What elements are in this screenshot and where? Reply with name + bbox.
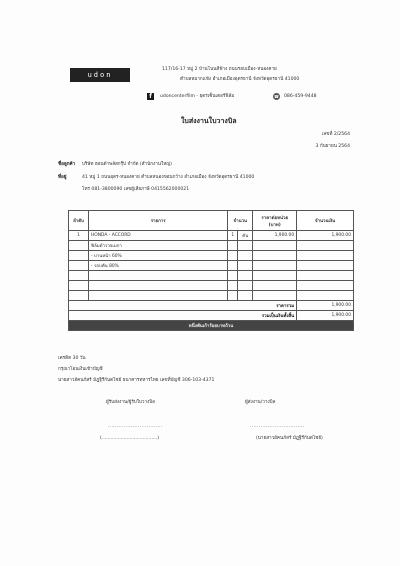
row-item bbox=[88, 271, 227, 281]
row-unit-price bbox=[253, 271, 297, 281]
row-amount bbox=[297, 251, 354, 261]
row-no bbox=[69, 271, 89, 281]
row-no: 1 bbox=[69, 231, 89, 241]
customer-address: 41 หมู่ 1 ถนนอุดร-หนองคาย ตำบลหนองขอนกว้าง อำเภอเมือง จังหวัดอุดรธานี 41000 bbox=[82, 175, 255, 180]
row-unit-price bbox=[253, 261, 297, 271]
items-table bbox=[68, 210, 354, 331]
row-qty bbox=[228, 271, 238, 281]
row-qty bbox=[228, 241, 238, 251]
right-signature-label: ผู้ส่งงาน/วางบิล bbox=[245, 400, 276, 405]
row-qty bbox=[228, 261, 238, 271]
row-item bbox=[88, 281, 227, 291]
row-item: ฟิล์มตำรวจเมกา bbox=[88, 241, 227, 251]
table-row bbox=[69, 251, 354, 261]
header-unit-price: ราคาต่อหน่วย (บาท) bbox=[253, 211, 297, 231]
row-unit-price bbox=[253, 251, 297, 261]
row-unit bbox=[238, 251, 253, 261]
subtotal-row bbox=[69, 301, 354, 311]
phone-number: 086-459-9448 bbox=[284, 94, 317, 99]
row-no bbox=[69, 251, 89, 261]
row-unit bbox=[238, 241, 253, 251]
row-no bbox=[69, 281, 89, 291]
customer-address-label: ที่อยู่ bbox=[58, 175, 67, 180]
subtotal-label: ราคารวม bbox=[69, 301, 297, 311]
header-no: ลำดับ bbox=[69, 211, 89, 231]
row-unit-price bbox=[253, 281, 297, 291]
row-unit bbox=[238, 281, 253, 291]
document-number: เลขที่ 2/2564 bbox=[321, 132, 350, 137]
row-unit-price bbox=[253, 291, 297, 301]
company-logo: udon bbox=[70, 68, 130, 82]
table-row bbox=[69, 281, 354, 291]
row-unit bbox=[238, 291, 253, 301]
row-no bbox=[69, 261, 89, 271]
row-item: - บานหน้า 60% bbox=[88, 251, 227, 261]
total-label: รวมเป็นเงินทั้งสิ้น bbox=[69, 311, 297, 321]
transfer-note: กรุณาโอนเงินเข้าบัญชี bbox=[58, 367, 103, 372]
row-no bbox=[69, 241, 89, 251]
row-amount bbox=[297, 271, 354, 281]
right-signature-name: (นายสาวอัคนภัสร์ มัฎฐิรีก้นตไชย์) bbox=[256, 436, 323, 441]
company-address-line2: ตำบลหมากแข้ง อำเภอเมืองอุดรธานี จังหวัดอุดรธานี 41000 bbox=[180, 77, 300, 82]
row-amount: 1,900.00 bbox=[297, 231, 354, 241]
document-title: ใบส่งงานใบวางบิล bbox=[181, 117, 237, 125]
table-row bbox=[69, 291, 354, 301]
credit-note: เครดิต 30 วัน bbox=[58, 356, 86, 361]
header-qty: จำนวน bbox=[228, 211, 253, 231]
row-amount bbox=[297, 241, 354, 251]
amount-words-row bbox=[69, 321, 354, 331]
row-item: HONDA - ACCORD bbox=[88, 231, 227, 241]
customer-contact: โทร 081-3800090 เลขผู้เสียภาษี 0415562000021 bbox=[82, 187, 190, 192]
row-unit bbox=[238, 271, 253, 281]
customer-name: บริษัท ฮอนด้าพลัสกรุ๊ป จำกัด (สำนักงานใหญ่) bbox=[82, 162, 172, 167]
header-item: รายการ bbox=[88, 211, 227, 231]
total-row bbox=[69, 311, 354, 321]
facebook-text: udoncenterfilm - ยุดรเซ็นเตอร์ฟิล์ม bbox=[160, 94, 235, 99]
row-qty bbox=[228, 291, 238, 301]
left-signature-label: ผู้รับส่งงาน/ผู้รับใบวางบิล bbox=[106, 400, 155, 405]
account-note: นายสาวอัคนภัสร์ มัฎฐิรีก้นตไชย์ ธนาคารทหารไทย เลขที่บัญชี 306-103-4371 bbox=[58, 378, 215, 383]
phone-icon: ☎ bbox=[274, 94, 279, 99]
table-body bbox=[69, 231, 354, 301]
table-row bbox=[69, 241, 354, 251]
table-row bbox=[69, 231, 354, 241]
row-amount bbox=[297, 291, 354, 301]
company-address-line1: 117/16-17 หมู่ 2 บ้านโนนสีฟ้าง ถนนรอบเมือง-หนองคาย bbox=[162, 67, 277, 72]
row-no bbox=[69, 291, 89, 301]
header-amount: จำนวนเงิน bbox=[297, 211, 354, 231]
row-qty bbox=[228, 281, 238, 291]
row-unit bbox=[238, 261, 253, 271]
amount-words: หนึ่งพันเก้าร้อยบาทถ้วน bbox=[69, 321, 354, 331]
row-item bbox=[88, 291, 227, 301]
table-row bbox=[69, 271, 354, 281]
left-signature-name: (......................................) bbox=[100, 436, 160, 441]
row-item: - รอบคัน 80% bbox=[88, 261, 227, 271]
row-unit-price: 1,900.00 bbox=[253, 231, 297, 241]
row-amount bbox=[297, 281, 354, 291]
document-date: 3 กันยายน 2564 bbox=[315, 144, 350, 149]
row-qty: 1 bbox=[228, 231, 238, 241]
left-signature-line: ............................... bbox=[108, 424, 163, 429]
row-amount bbox=[297, 261, 354, 271]
facebook-icon: f bbox=[147, 93, 154, 100]
right-signature-line: ............................... bbox=[250, 424, 305, 429]
row-qty bbox=[228, 251, 238, 261]
total-value: 1,900.00 bbox=[297, 311, 354, 321]
customer-name-label: ชื่อลูกค้า bbox=[58, 162, 76, 167]
row-unit-price bbox=[253, 241, 297, 251]
subtotal-value: 1,900.00 bbox=[297, 301, 354, 311]
row-unit: คัน bbox=[238, 231, 253, 241]
table-header-row bbox=[69, 211, 354, 231]
table-row bbox=[69, 261, 354, 271]
